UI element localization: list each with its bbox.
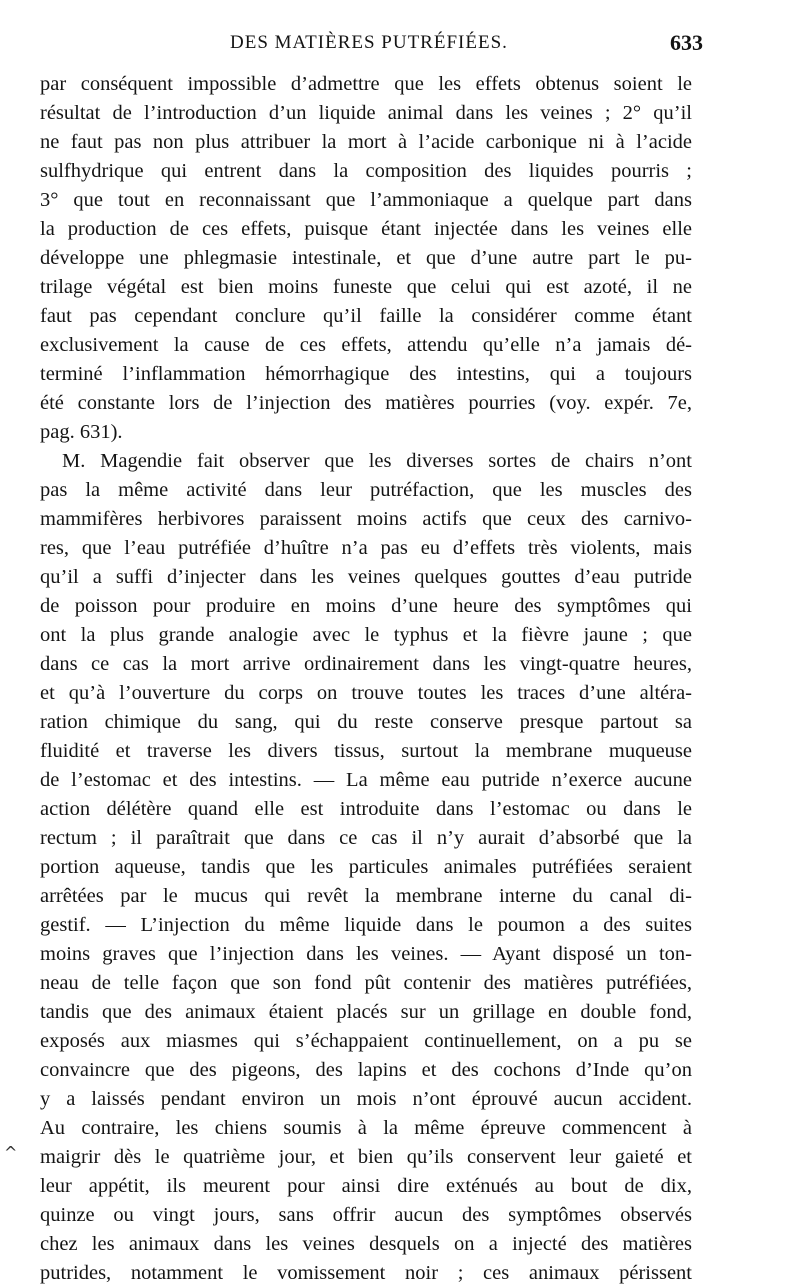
text-line: faut pas cependant conclure qu’il faille la considérer comme étant	[40, 305, 692, 327]
text-line: exclusivement la cause de ces effets, attendu qu’elle n’a jamais dé-	[40, 334, 692, 356]
text-line: neau de telle façon que son fond pût contenir des matières putréfiées,	[40, 972, 692, 994]
paragraph-start-line: M. Magendie fait observer que les diverses sortes de chairs n’ont	[62, 450, 692, 472]
text-line: tandis que des animaux étaient placés sur un grillage en double fond,	[40, 1001, 692, 1023]
text-line: res, que l’eau putréfiée d’huître n’a pas eu d’effets très violents, mais	[40, 537, 692, 559]
body-text	[40, 70, 692, 1288]
text-line: moins graves que l’injection dans les veines. — Ayant disposé un ton-	[40, 943, 692, 965]
text-line: été constante lors de l’injection des matières pourries (voy. expér. 7e,	[40, 392, 692, 414]
text-line: leur appétit, ils meurent pour ainsi dire exténués au bout de dix,	[40, 1175, 692, 1197]
margin-caret-mark: ^	[4, 1143, 18, 1162]
text-line: ne faut pas non plus attribuer la mort à l’acide carbonique ni à l’acide	[40, 131, 692, 153]
text-line: portion aqueuse, tandis que les particules animales putréfiées seraient	[40, 856, 692, 878]
text-line: exposés aux miasmes qui s’échappaient continuellement, on a pu se	[40, 1030, 692, 1052]
text-line: terminé l’inflammation hémorrhagique des intestins, qui a toujours	[40, 363, 692, 385]
text-line: développe une phlegmasie intestinale, et que d’une autre part le pu-	[40, 247, 692, 269]
text-line: pas la même activité dans leur putréfaction, que les muscles des	[40, 479, 692, 501]
text-line: maigrir dès le quatrième jour, et bien qu’ils conservent leur gaieté et	[40, 1146, 692, 1168]
text-line: de poisson pour produire en moins d’une heure des symptômes qui	[40, 595, 692, 617]
text-line: arrêtées par le mucus qui revêt la membrane interne du canal di-	[40, 885, 692, 907]
running-title: DES MATIÈRES PUTRÉFIÉES.	[230, 32, 508, 53]
text-line: gestif. — L’injection du même liquide dans le poumon a des suites	[40, 914, 692, 936]
text-line: rectum ; il paraîtrait que dans ce cas il n’y aurait d’absorbé que la	[40, 827, 692, 849]
text-line: dans ce cas la mort arrive ordinairement dans les vingt-quatre heures,	[40, 653, 692, 675]
text-line: chez les animaux dans les veines desquels on a injecté des matières	[40, 1233, 692, 1255]
text-line: qu’il a suffi d’injecter dans les veines quelques gouttes d’eau putride	[40, 566, 692, 588]
text-line: la production de ces effets, puisque étant injectée dans les veines elle	[40, 218, 692, 240]
text-line: convaincre que des pigeons, des lapins et des cochons d’Inde qu’on	[40, 1059, 692, 1081]
running-head	[40, 30, 703, 60]
text-line: trilage végétal est bien moins funeste que celui qui est azoté, il ne	[40, 276, 692, 298]
text-line: ration chimique du sang, qui du reste conserve presque partout sa	[40, 711, 692, 733]
text-line: y a laissés pendant environ un mois n’ont éprouvé aucun accident.	[40, 1088, 692, 1110]
text-line: et qu’à l’ouverture du corps on trouve toutes les traces d’une altéra-	[40, 682, 692, 704]
text-line: pag. 631).	[40, 421, 123, 443]
text-line: putrides, notamment le vomissement noir ; ces animaux périssent	[40, 1262, 692, 1284]
text-line: ont la plus grande analogie avec le typhus et la fièvre jaune ; que	[40, 624, 692, 646]
page-number: 633	[670, 30, 703, 55]
text-line: quinze ou vingt jours, sans offrir aucun des symptômes observés	[40, 1204, 692, 1226]
text-line: fluidité et traverse les divers tissus, surtout la membrane muqueuse	[40, 740, 692, 762]
text-line: Au contraire, les chiens soumis à la même épreuve commencent à	[40, 1117, 692, 1139]
text-line: de l’estomac et des intestins. — La même eau putride n’exerce aucune	[40, 769, 692, 791]
text-line: par conséquent impossible d’admettre que les effets obtenus soient le	[40, 73, 692, 95]
text-line: résultat de l’introduction d’un liquide animal dans les veines ; 2° qu’il	[40, 102, 692, 124]
text-line: action délétère quand elle est introduite dans l’estomac ou dans le	[40, 798, 692, 820]
text-line: sulfhydrique qui entrent dans la composition des liquides pourris ;	[40, 160, 692, 182]
text-line: mammifères herbivores paraissent moins actifs que ceux des carnivo-	[40, 508, 692, 530]
text-line: 3° que tout en reconnaissant que l’ammoniaque a quelque part dans	[40, 189, 692, 211]
